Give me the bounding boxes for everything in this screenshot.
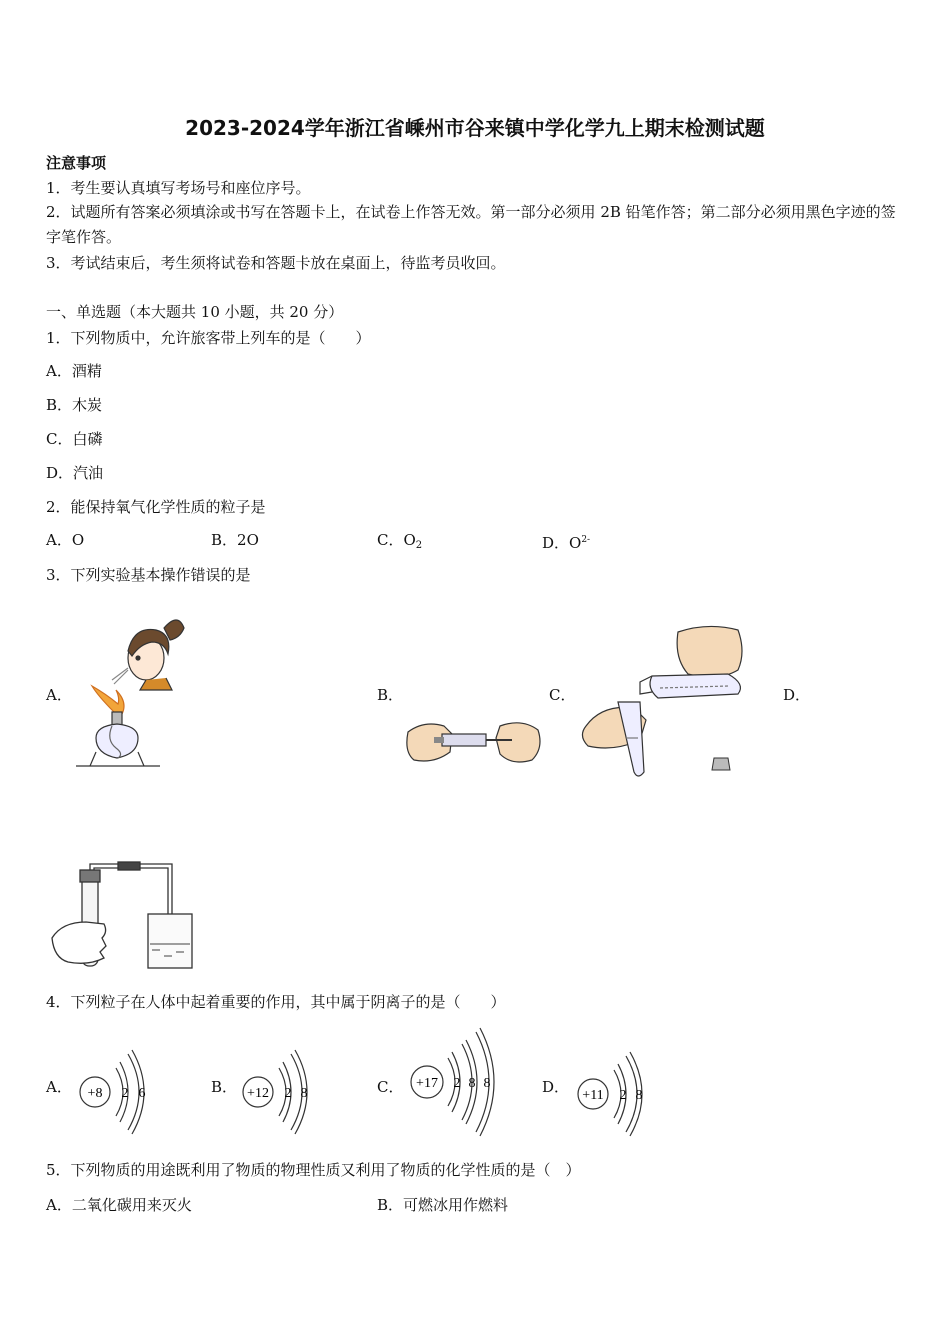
q4-atom-diagram-b	[241, 1048, 321, 1132]
q3-figure-a-alcohol-lamp	[76, 606, 188, 774]
q2-option-c-subscript: 2	[415, 540, 423, 551]
q4-label-b[interactable]: B．	[211, 1078, 238, 1096]
q2-option-d-superscript: 2-	[581, 535, 591, 545]
q4-atom-diagram-c	[408, 1028, 508, 1128]
q4-label-c[interactable]: C．	[377, 1078, 404, 1096]
q4-atom-c-shell-1: 2	[453, 1076, 461, 1091]
notice-item-2: 2．试题所有答案必须填涂或书写在答题卡上，在试卷上作答无效。第一部分必须用 2B 铅笔作答；第二部分必须用黑色字迹的签字笔作答。	[46, 203, 896, 246]
q3-label-c[interactable]: C．	[549, 686, 576, 704]
q1-option-a[interactable]: A．酒精	[46, 362, 102, 380]
notice-heading: 注意事项	[46, 154, 107, 172]
q2-stem: 2．能保持氧气化学性质的粒子是	[46, 498, 266, 516]
q3-label-a[interactable]: A．	[46, 686, 72, 704]
q4-atom-c-nucleus: +17	[416, 1076, 438, 1091]
q5-option-a[interactable]: A．二氧化碳用来灭火	[46, 1196, 192, 1214]
q3-label-d[interactable]: D．	[783, 686, 811, 704]
q1-option-c[interactable]: C．白磷	[46, 430, 103, 448]
q4-atom-c-shell-3: 8	[483, 1076, 491, 1091]
q4-atom-a-shell-2: 6	[138, 1086, 146, 1101]
q5-stem: 5．下列物质的用途既利用了物质的物理性质又利用了物质的化学性质的是（ ）	[46, 1161, 581, 1179]
q1-stem: 1．下列物质中，允许旅客带上列车的是（ ）	[46, 329, 371, 347]
q2-option-a[interactable]: A．O	[46, 531, 85, 549]
section-heading: 一、单选题（本大题共 10 小题，共 20 分）	[46, 303, 344, 321]
q2-option-c[interactable]	[377, 530, 422, 556]
notice-item-1: 1．考生要认真填写考场号和座位序号。	[46, 179, 311, 197]
q2-option-d[interactable]	[542, 530, 590, 553]
q4-label-d[interactable]: D．	[542, 1078, 570, 1096]
q4-atom-a-shell-1: 2	[121, 1086, 129, 1101]
q1-option-d[interactable]: D．汽油	[46, 464, 104, 482]
q2-option-b[interactable]: B．2O	[211, 531, 259, 549]
q4-atom-d-nucleus: +11	[582, 1088, 604, 1103]
q3-stem: 3．下列实验基本操作错误的是	[46, 566, 251, 584]
q4-atom-b-shell-1: 2	[284, 1086, 292, 1101]
q2-option-c-text: C．O	[377, 531, 416, 549]
q3-label-b[interactable]: B．	[377, 686, 404, 704]
q4-atom-b-shell-2: 8	[300, 1086, 308, 1101]
q3-figure-d-airtightness-check	[48, 862, 198, 972]
q4-atom-a-nucleus: +8	[87, 1086, 103, 1101]
notice-item-3: 3．考试结束后，考生须将试卷和答题卡放在桌面上，待监考员收回。	[46, 254, 506, 272]
q3-figure-b-tube-connection	[404, 712, 544, 774]
q4-atom-c-shell-2: 8	[468, 1076, 476, 1091]
q4-atom-d-shell-1: 2	[619, 1088, 627, 1103]
q3-figure-c-pouring-liquid	[578, 622, 748, 778]
q4-label-a[interactable]: A．	[46, 1078, 72, 1096]
q5-option-b[interactable]: B．可燃冰用作燃料	[377, 1196, 509, 1214]
q2-option-d-text: D．O	[542, 534, 582, 552]
q4-atom-d-shell-2: 8	[635, 1088, 643, 1103]
q1-option-b[interactable]: B．木炭	[46, 396, 103, 414]
q4-atom-b-nucleus: +12	[247, 1086, 269, 1101]
q4-atom-diagram-a	[78, 1050, 158, 1134]
q4-stem: 4．下列粒子在人体中起着重要的作用，其中属于阴离子的是（ ）	[46, 993, 506, 1011]
q4-atom-diagram-d	[576, 1050, 656, 1134]
page-title: 2023-2024学年浙江省嵊州市谷来镇中学化学九上期末检测试题	[185, 116, 765, 140]
